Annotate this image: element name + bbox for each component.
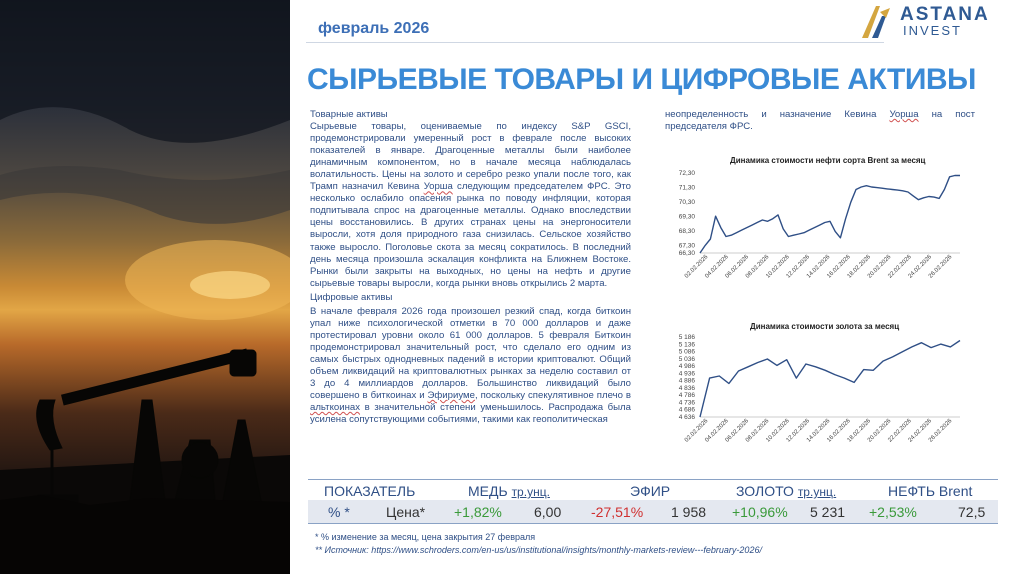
y-tick-label: 5 136 — [678, 341, 695, 349]
y-tick-label: 72,30 — [678, 170, 695, 177]
x-tick-label: 02.02.2026 — [683, 254, 710, 280]
y-tick-label: 4 836 — [678, 384, 695, 392]
commodities-text-a: Сырьевые товары, оцениваемые по индексу S&P GSCI, продемонстрировали умеренный рост в феврале после высоких показателей в январе. Драгоценные металлы были наиболее динамичным компонентом, но в начале месяца наблюдалась волатильность. Цены на золото и серебро резко упали после того, как Трамп назначил Кевина — [310, 121, 631, 193]
series-line — [700, 176, 960, 254]
row-price-label: Цена* — [386, 504, 426, 520]
y-tick-label: 4 786 — [678, 392, 695, 400]
y-tick-label: 4 936 — [678, 370, 695, 378]
x-tick-label: 12.02.2026 — [785, 418, 812, 444]
x-tick-label: 18.02.2026 — [846, 418, 873, 444]
header-divider — [306, 42, 884, 43]
header-gold-unit: тр.унц. — [797, 485, 837, 499]
copper-pct: +1,82% — [454, 504, 502, 520]
header-brent: НЕФТЬ Brent — [888, 483, 973, 499]
header-indicator: ПОКАЗАТЕЛЬ — [324, 483, 416, 499]
gold-chart-title: Динамика стоимости золота за месяц — [750, 322, 900, 331]
y-tick-label: 5 086 — [678, 348, 695, 356]
brent-chart-title: Динамика стоимости нефти сорта Brent за месяц — [730, 156, 926, 165]
section-heading-digital: Цифровые активы — [310, 291, 393, 303]
report-month: февраль 2026 — [318, 20, 430, 37]
x-tick-label: 06.02.2026 — [724, 418, 751, 444]
y-tick-label: 4 736 — [678, 399, 695, 407]
x-tick-label: 04.02.2026 — [704, 418, 730, 444]
y-tick-label: 5 186 — [678, 334, 695, 341]
header-ether: ЭФИР — [630, 483, 671, 499]
section-heading-commodities: Товарные активы — [310, 109, 388, 120]
gold-line-chart — [660, 333, 970, 458]
y-tick-label: 69,30 — [678, 213, 695, 221]
y-tick-label: 4 686 — [678, 406, 695, 414]
copper-price: 6,00 — [534, 504, 562, 520]
digital-word-ethereum: Эфириуме — [427, 390, 475, 402]
x-tick-label: 10.02.2026 — [765, 418, 791, 444]
x-tick-label: 02.02.2026 — [683, 418, 710, 444]
table-header-row — [308, 479, 998, 502]
gold-pct: +10,96% — [732, 504, 788, 520]
x-tick-label: 22.02.2026 — [887, 254, 913, 280]
x-tick-label: 08.02.2026 — [744, 254, 771, 280]
x-tick-label: 22.02.2026 — [887, 418, 913, 444]
digital-paragraph — [310, 306, 631, 426]
y-tick-label: 66,30 — [678, 250, 695, 257]
y-tick-label: 71,30 — [678, 184, 695, 192]
x-tick-label: 14.02.2026 — [805, 418, 832, 444]
gold-price: 5 231 — [810, 504, 846, 520]
y-tick-label: 70,30 — [678, 199, 695, 207]
x-tick-label: 18.02.2026 — [846, 254, 873, 280]
series-line — [700, 341, 960, 418]
logo-subtitle: INVEST — [903, 23, 962, 38]
y-tick-label: 68,30 — [678, 228, 695, 236]
x-tick-label: 26.02.2026 — [927, 418, 954, 444]
footnote-change: * % изменение за месяц, цена закрытия 27 февраля — [315, 532, 536, 542]
col2-text-name: Уорша — [889, 109, 919, 120]
ether-price: 1 958 — [671, 504, 707, 520]
commodities-text-b: следующим председателем ФРС. Это несколько ослабило опасения рынка по поводу инфляции, которая подпитывала спрос на драгоценные металлы. Однако впоследствии цены восстановились. В других странах цены на энергоносители выросли, хотя доля природного газа снизилась. Сельское хозяйство также выросло. Поголовье скота за месяц сократилось. В последний день месяца произошла эскалация конфликта на Ближнем Востоке. Рынки были закрыты на выходных, но цены на нефть и другие сырьевые товары выросли, когда рынки вновь открылись 2 марта. — [310, 181, 631, 289]
brent-pct: +2,53% — [869, 504, 917, 520]
digital-text-b: , поскольку спекулятивное плечо в — [474, 390, 631, 402]
digital-word-altcoins: альткоинах — [310, 402, 361, 414]
brent-line-chart — [660, 165, 970, 290]
brent-price: 72,5 — [958, 504, 986, 520]
table-row — [308, 500, 998, 524]
x-tick-label: 04.02.2026 — [704, 254, 730, 280]
header-copper-label: МЕДЬ — [468, 483, 508, 499]
x-tick-label: 12.02.2026 — [785, 254, 812, 280]
y-tick-label: 5 036 — [678, 355, 695, 363]
y-tick-label: 4 886 — [678, 377, 695, 385]
oil-pump-photo — [0, 0, 290, 574]
footnote-source: ** Источник: https://www.schroders.com/en-us/us/institutional/insights/monthly-markets-review---february-2026/ — [315, 545, 762, 555]
digital-text-c: в значительной степени уменьшилось. Распродажа была усилена сопутствующими событиями, такими как геополитическая — [310, 402, 631, 426]
col2-text-b: на пост председателя ФРС. — [665, 109, 975, 132]
digital-text-a: В начале февраля 2026 года произошел резкий спад, когда биткоин упал ниже психологической отметки в 70 000 долларов и даже протестировал уровни около 61 000 долларов. 5 февраля Биткоин продемонстрировал значительный рост, что сделало его одним из самых быстрых однодневных падений в истории криптовалют. Общий объем ликвидаций на криптовалютных рынках за неделю составил от 3 до 4 миллиардов долларов. Большинство ликвидаций было совершено в биткоинах и — [310, 305, 631, 402]
y-tick-label: 4 986 — [678, 363, 695, 371]
x-tick-label: 16.02.2026 — [826, 254, 852, 280]
indicators-table — [308, 479, 998, 525]
header-gold — [736, 483, 836, 499]
col2-text-a: неопределенность и назначение Кевина — [665, 109, 890, 120]
commodities-paragraph — [310, 121, 631, 290]
x-tick-label: 06.02.2026 — [724, 254, 751, 280]
commodities-text-name: Уорша — [423, 181, 453, 193]
page-title: СЫРЬЕВЫЕ ТОВАРЫ И ЦИФРОВЫЕ АКТИВЫ — [307, 63, 976, 96]
y-tick-label: 4 636 — [678, 414, 695, 421]
header-copper-unit: тр.унц. — [511, 485, 550, 499]
header-copper — [468, 483, 550, 499]
ether-pct: -27,51% — [591, 504, 644, 520]
x-tick-label: 26.02.2026 — [927, 254, 954, 280]
x-tick-label: 14.02.2026 — [805, 254, 832, 280]
text-column-right — [665, 109, 975, 133]
x-tick-label: 24.02.2026 — [907, 254, 934, 280]
x-tick-label: 16.02.2026 — [826, 418, 852, 444]
y-tick-label: 67,30 — [678, 242, 695, 250]
x-tick-label: 20.02.2026 — [866, 418, 893, 444]
x-tick-label: 10.02.2026 — [765, 254, 791, 280]
text-column-left — [310, 109, 631, 426]
row-pct-label: % * — [328, 504, 350, 520]
logo-name: ASTANA — [900, 4, 990, 25]
header-gold-label: ЗОЛОТО — [736, 483, 794, 499]
x-tick-label: 24.02.2026 — [907, 418, 934, 444]
x-tick-label: 20.02.2026 — [866, 254, 893, 280]
x-tick-label: 08.02.2026 — [744, 418, 771, 444]
